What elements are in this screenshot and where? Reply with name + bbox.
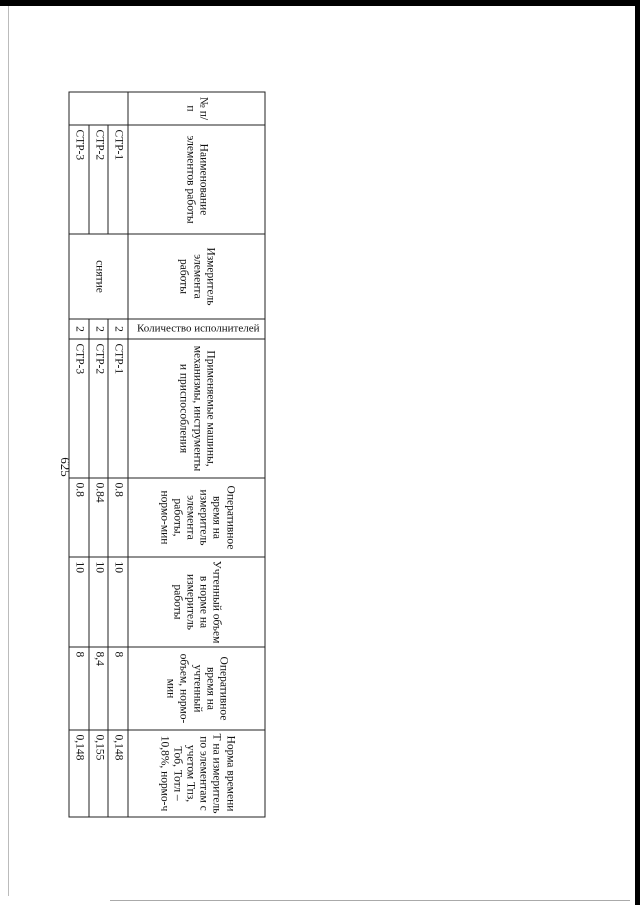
cell-name: СТР-3: [69, 125, 89, 234]
cell-norm: 0,148: [108, 730, 128, 817]
cell-opvol: 8,4: [88, 647, 108, 730]
header-count: [128, 319, 265, 339]
header-name: Наименование элементов работы: [128, 125, 265, 234]
header-optime: Оперативное время на измеритель элемента работы, нормо-мин: [128, 478, 265, 557]
scan-border-top: [0, 0, 640, 6]
header-meter: Измеритель элемента работы: [128, 234, 265, 319]
table-row: [69, 92, 89, 817]
header-volume: Учтенный объем в норме на измеритель работы: [128, 557, 265, 647]
header-norm: Норма времени Т на измеритель по элементам с учетом Тпз, Тоб, Тотл – 10,8%, нормо-ч: [128, 730, 265, 817]
scan-border-right: [635, 0, 640, 905]
cell-opvol: 8: [69, 647, 89, 730]
header-num: № п/п: [128, 92, 265, 125]
cell-num: [69, 92, 128, 125]
scan-edge-bottom: [110, 900, 630, 901]
table-row: [108, 92, 128, 817]
cell-machine: СТР-2: [88, 339, 108, 478]
cell-norm: 0,148: [69, 730, 89, 817]
table-row: [88, 92, 108, 817]
cell-optime: 0.8: [108, 478, 128, 557]
cell-count: 2: [108, 319, 128, 339]
header-count-label: Количество исполнителей: [136, 322, 260, 335]
cell-machine: СТР-1: [108, 339, 128, 478]
cell-optime: 0.8: [69, 478, 89, 557]
page-number: 625: [58, 457, 73, 477]
cell-volume: 10: [108, 557, 128, 647]
header-machines: Применяемые машины, механизмы, инструменты и приспособления: [128, 339, 265, 478]
cell-count: 2: [69, 319, 89, 339]
cell-name: СТР-2: [88, 125, 108, 234]
cell-machine: СТР-3: [69, 339, 89, 478]
labor-norms-table: [68, 91, 265, 817]
cell-norm: 0,155: [88, 730, 108, 817]
cell-meter: снятие: [69, 234, 128, 319]
cell-optime: 0.84: [88, 478, 108, 557]
scan-edge-left: [8, 6, 9, 896]
table-header-row: [128, 92, 265, 817]
cell-opvol: 8: [108, 647, 128, 730]
header-opvol: Оперативное время на учтенный объем, нормо-мин: [128, 647, 265, 730]
table-container: [68, 91, 265, 816]
rotated-table-frame: [68, 91, 265, 816]
cell-name: СТР-1: [108, 125, 128, 234]
cell-volume: 10: [69, 557, 89, 647]
cell-count: 2: [88, 319, 108, 339]
cell-volume: 10: [88, 557, 108, 647]
